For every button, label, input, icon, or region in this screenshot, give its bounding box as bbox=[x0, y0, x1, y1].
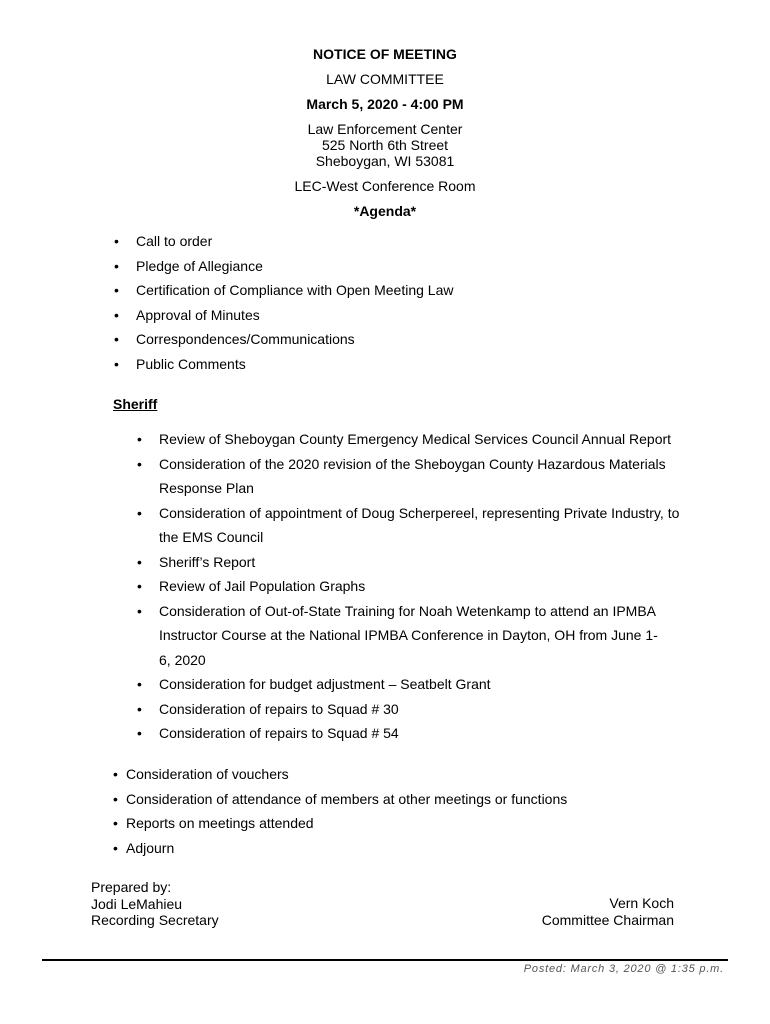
list-item: • Consideration of Out-of-State Training for Noah Wetenkamp to attend an IPMBA Instructor Course at the National IPMBA Conference in Dayton, OH from June 1-6, 2020 bbox=[137, 599, 669, 673]
list-item: • Adjourn bbox=[113, 836, 567, 861]
address-city: Sheboygan, WI 53081 bbox=[315, 153, 455, 169]
secretary-name: Jodi LeMahieu bbox=[91, 895, 183, 912]
list-item: • Public Comments bbox=[114, 352, 454, 377]
agenda-label: *Agenda* bbox=[353, 203, 417, 219]
agenda-list bbox=[114, 229, 454, 376]
list-item: • Consideration of attendance of members at other meetings or functions bbox=[113, 787, 567, 812]
footer-divider bbox=[42, 959, 728, 961]
prepared-by-block bbox=[91, 879, 219, 929]
address-street: 525 North 6th Street bbox=[321, 137, 449, 153]
closing-agenda-list bbox=[113, 762, 567, 860]
notice-header bbox=[0, 46, 770, 219]
list-item: • Certification of Compliance with Open Meeting Law bbox=[114, 278, 454, 303]
list-item: • Review of Jail Population Graphs bbox=[137, 574, 697, 599]
location-name: Law Enforcement Center bbox=[307, 121, 463, 137]
list-item: • Review of Sheboygan County Emergency Medical Services Council Annual Report bbox=[137, 427, 697, 452]
list-item: • Correspondences/Communications bbox=[114, 327, 454, 352]
list-item: • Reports on meetings attended bbox=[113, 811, 567, 836]
chairman-name: Vern Koch bbox=[609, 895, 674, 911]
sheriff-heading: Sheriff bbox=[113, 396, 158, 412]
conference-room: LEC-West Conference Room bbox=[294, 178, 476, 194]
list-item: • Consideration of vouchers bbox=[113, 762, 567, 787]
prepared-by-label: Prepared by: bbox=[91, 879, 172, 895]
list-item: • Consideration of the 2020 revision of the Sheboygan County Hazardous Materials Response Plan bbox=[137, 452, 679, 501]
committee-name: LAW COMMITTEE bbox=[326, 71, 444, 87]
secretary-title: Recording Secretary bbox=[91, 912, 219, 928]
list-item: • Pledge of Allegiance bbox=[114, 254, 454, 279]
list-item: • Consideration of repairs to Squad # 54 bbox=[137, 721, 697, 746]
meeting-date-time: March 5, 2020 - 4:00 PM bbox=[306, 96, 464, 112]
sheriff-agenda-list bbox=[137, 427, 697, 746]
posted-timestamp: Posted: March 3, 2020 @ 1:35 p.m. bbox=[523, 963, 724, 975]
chairman-title: Committee Chairman bbox=[541, 911, 674, 928]
list-item: • Consideration for budget adjustment – Seatbelt Grant bbox=[137, 672, 697, 697]
list-item: • Approval of Minutes bbox=[114, 303, 454, 328]
notice-title: NOTICE OF MEETING bbox=[313, 46, 457, 62]
list-item: • Call to order bbox=[114, 229, 454, 254]
list-item: • Consideration of repairs to Squad # 30 bbox=[137, 697, 697, 722]
list-item: • Consideration of appointment of Doug Scherpereel, representing Private Industry, to the EMS Council bbox=[137, 501, 697, 550]
list-item: • Sheriff’s Report bbox=[137, 550, 697, 575]
chairman-block bbox=[542, 895, 674, 928]
